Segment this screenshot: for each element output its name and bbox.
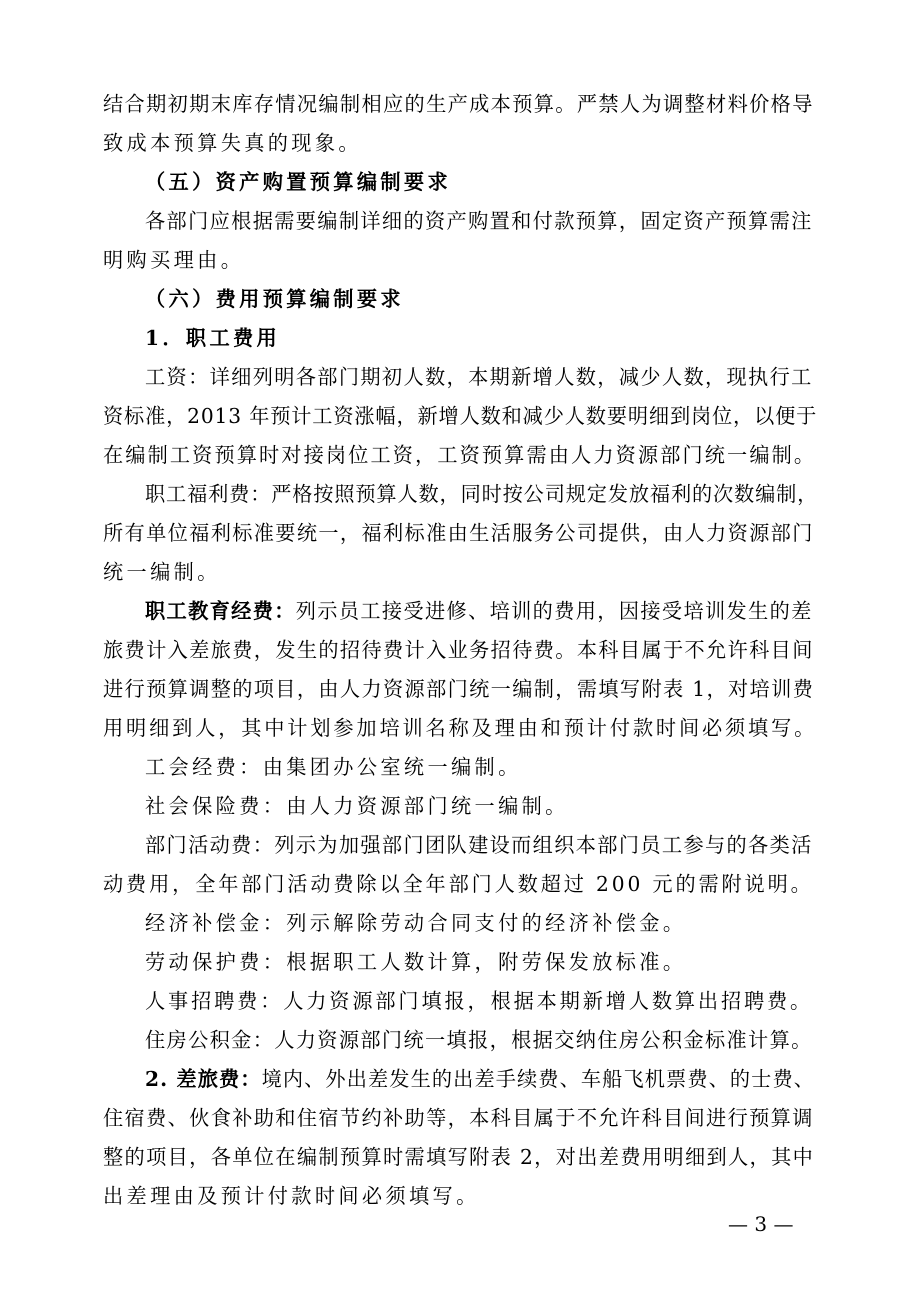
labor-protection-line: 劳动保护费：根据职工人数计算，附劳保发放标准。 <box>145 950 687 974</box>
travel-paragraph-line <box>145 1065 819 1093</box>
travel-text: 境内、外出差发生的出差手续费、车船飞机票费、的士费、 <box>261 1067 816 1091</box>
body-line: 整的项目，各单位在编制预算时需填写附表 2，对出差费用明细到人，其中 <box>103 1145 815 1169</box>
body-line: 统一编制。 <box>103 560 221 584</box>
body-line: 旅费计入差旅费，发生的招待费计入业务招待费。本科目属于不允许科目间 <box>103 638 814 662</box>
subsection-heading: 1．职工费用 <box>145 326 281 350</box>
body-line: 住宿费、伙食补助和住宿节约补助等，本科目属于不允许科目间进行预算调 <box>103 1106 814 1130</box>
welfare-paragraph-line: 职工福利费：严格按照预算人数，同时按公司规定发放福利的次数编制， <box>145 482 819 506</box>
compensation-line: 经济补偿金：列示解除劳动合同支付的经济补偿金。 <box>145 911 687 935</box>
education-text: 列示员工接受进修、培训的费用，因接受培训发生的差 <box>295 599 813 623</box>
body-line: 明购买理由。 <box>103 248 245 272</box>
section-heading: （六）费用预算编制要求 <box>145 287 404 311</box>
recruitment-line: 人事招聘费：人力资源部门填报，根据本期新增人数算出招聘费。 <box>145 989 814 1013</box>
union-fee-line: 工会经费：由集团办公室统一编制。 <box>145 755 522 779</box>
travel-term: 2. 差旅费： <box>145 1067 262 1091</box>
body-line: 所有单位福利标准要统一，福利标准由生活服务公司提供，由人力资源部门 <box>103 521 814 545</box>
education-paragraph-line <box>145 597 819 625</box>
housing-fund-line: 住房公积金：人力资源部门统一填报，根据交纳住房公积金标准计算。 <box>145 1028 813 1052</box>
body-line: 结合期初期末库存情况编制相应的生产成本预算。严禁人为调整材料价格导 <box>103 92 814 116</box>
education-term: 职工教育经费： <box>145 599 296 623</box>
page-number: — 3 — <box>728 1212 794 1236</box>
section-heading: （五）资产购置预算编制要求 <box>145 170 451 194</box>
body-line: 动费用，全年部门活动费除以全年部门人数超过 200 元的需附说明。 <box>103 872 814 896</box>
body-line: 各部门应根据需要编制详细的资产购置和付款预算，固定资产预算需注 <box>145 209 813 233</box>
body-line: 进行预算调整的项目，由人力资源部门统一编制，需填写附表 1，对培训费 <box>103 677 815 701</box>
body-line: 用明细到人，其中计划参加培训名称及理由和预计付款时间必须填写。 <box>103 716 818 740</box>
body-line: 在编制工资预算时对接岗位工资，工资预算需由人力资源部门统一编制。 <box>103 443 817 467</box>
body-line: 致成本预算失真的现象。 <box>103 131 362 155</box>
activity-fee-line: 部门活动费：列示为加强部门团队建设而组织本部门员工参与的各类活 <box>145 833 813 857</box>
body-line: 出差理由及预计付款时间必须填写。 <box>103 1184 480 1208</box>
body-line: 资标准，2013 年预计工资涨幅，新增人数和减少人数要明细到岗位，以便于 <box>103 404 818 428</box>
social-insurance-line: 社会保险费：由人力资源部门统一编制。 <box>145 794 569 818</box>
wage-paragraph-line: 工资：详细列明各部门期初人数，本期新增人数，减少人数，现执行工 <box>145 365 813 389</box>
